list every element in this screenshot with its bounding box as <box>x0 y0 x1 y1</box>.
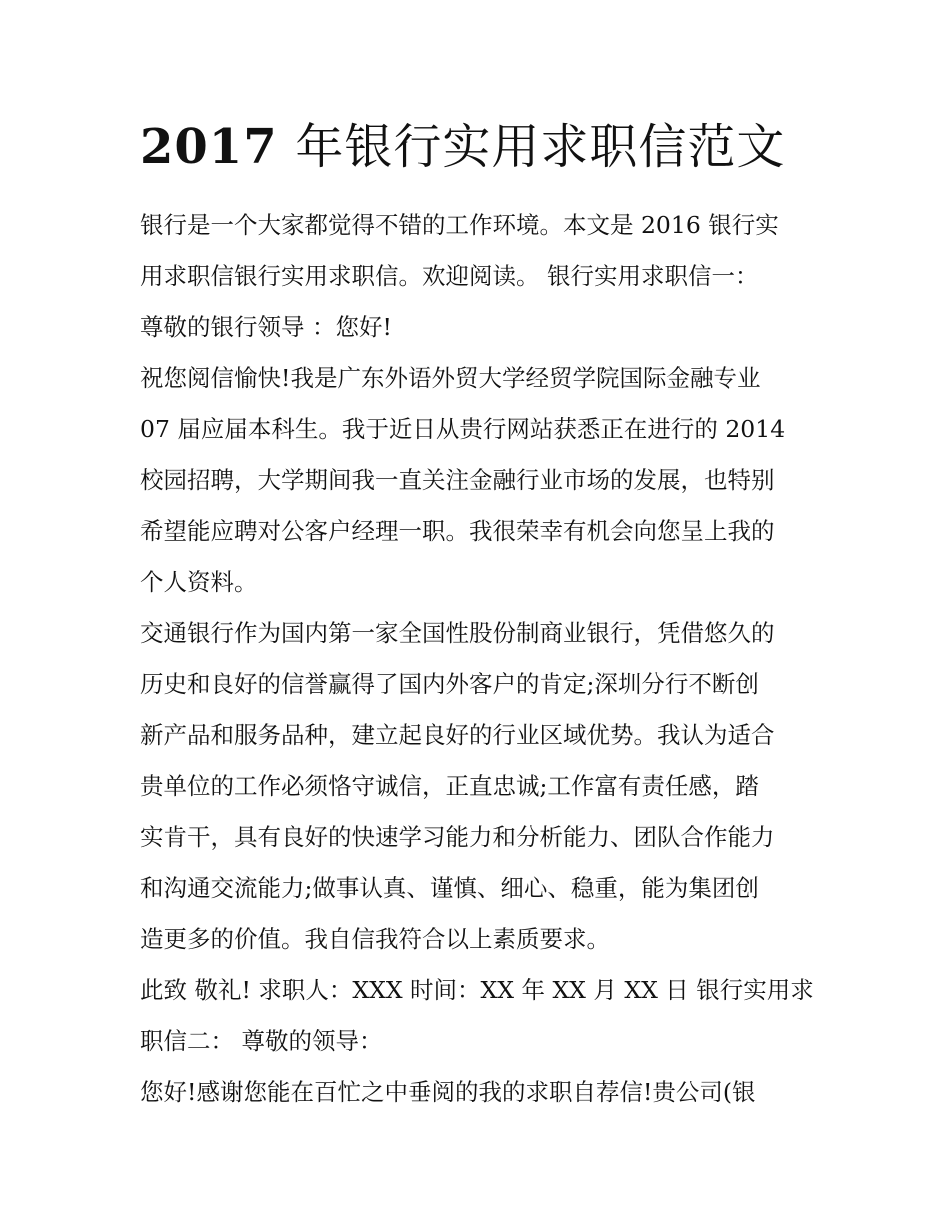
text-line: 交通银行作为国内第一家全国性股份制商业银行，凭借悠久的 <box>140 619 775 647</box>
text-line: 银行是一个大家都觉得不错的工作环境。本文是 2016 银行实 <box>140 211 779 239</box>
text-line: 职信二： 尊敬的领导： <box>140 1027 383 1055</box>
text-line: 07 届应届本科生。我于近日从贵行网站获悉正在进行的 2014 <box>140 415 786 443</box>
text-line: 尊敬的银行领导 ：您好! <box>140 313 392 341</box>
title-text: 年银行实用求职信范文 <box>295 119 786 175</box>
text-line: 此致 敬礼! 求职人：XXX 时间：XX 年 XX 月 XX 日 银行实用求 <box>140 976 814 1004</box>
document-title <box>140 112 840 182</box>
text-line: 贵单位的工作必须恪守诚信，正直忠诚;工作富有责任感，踏 <box>140 772 759 800</box>
text-line: 实肯干，具有良好的快速学习能力和分析能力、团队合作能力 <box>140 823 775 851</box>
title-year: 2017 <box>140 119 278 175</box>
text-line: 和沟通交流能力;做事认真、谨慎、细心、稳重，能为集团创 <box>140 874 759 902</box>
document-body <box>140 200 815 1118</box>
text-line: 历史和良好的信誉赢得了国内外客户的肯定;深圳分行不断创 <box>140 670 759 698</box>
text-line: 个人资料。 <box>140 568 258 596</box>
text-line: 校园招聘，大学期间我一直关注金融行业市场的发展，也特别 <box>140 466 775 494</box>
text-line: 用求职信银行实用求职信。欢迎阅读。 银行实用求职信一： <box>140 262 759 290</box>
text-line: 您好!感谢您能在百忙之中垂阅的我的求职自荐信!贵公司(银 <box>140 1078 756 1106</box>
text-line: 新产品和服务品种，建立起良好的行业区域优势。我认为适合 <box>140 721 775 749</box>
text-line: 造更多的价值。我自信我符合以上素质要求。 <box>140 925 610 953</box>
text-line: 希望能应聘对公客户经理一职。我很荣幸有机会向您呈上我的 <box>140 517 775 545</box>
text-line: 祝您阅信愉快!我是广东外语外贸大学经贸学院国际金融专业 <box>140 364 761 392</box>
